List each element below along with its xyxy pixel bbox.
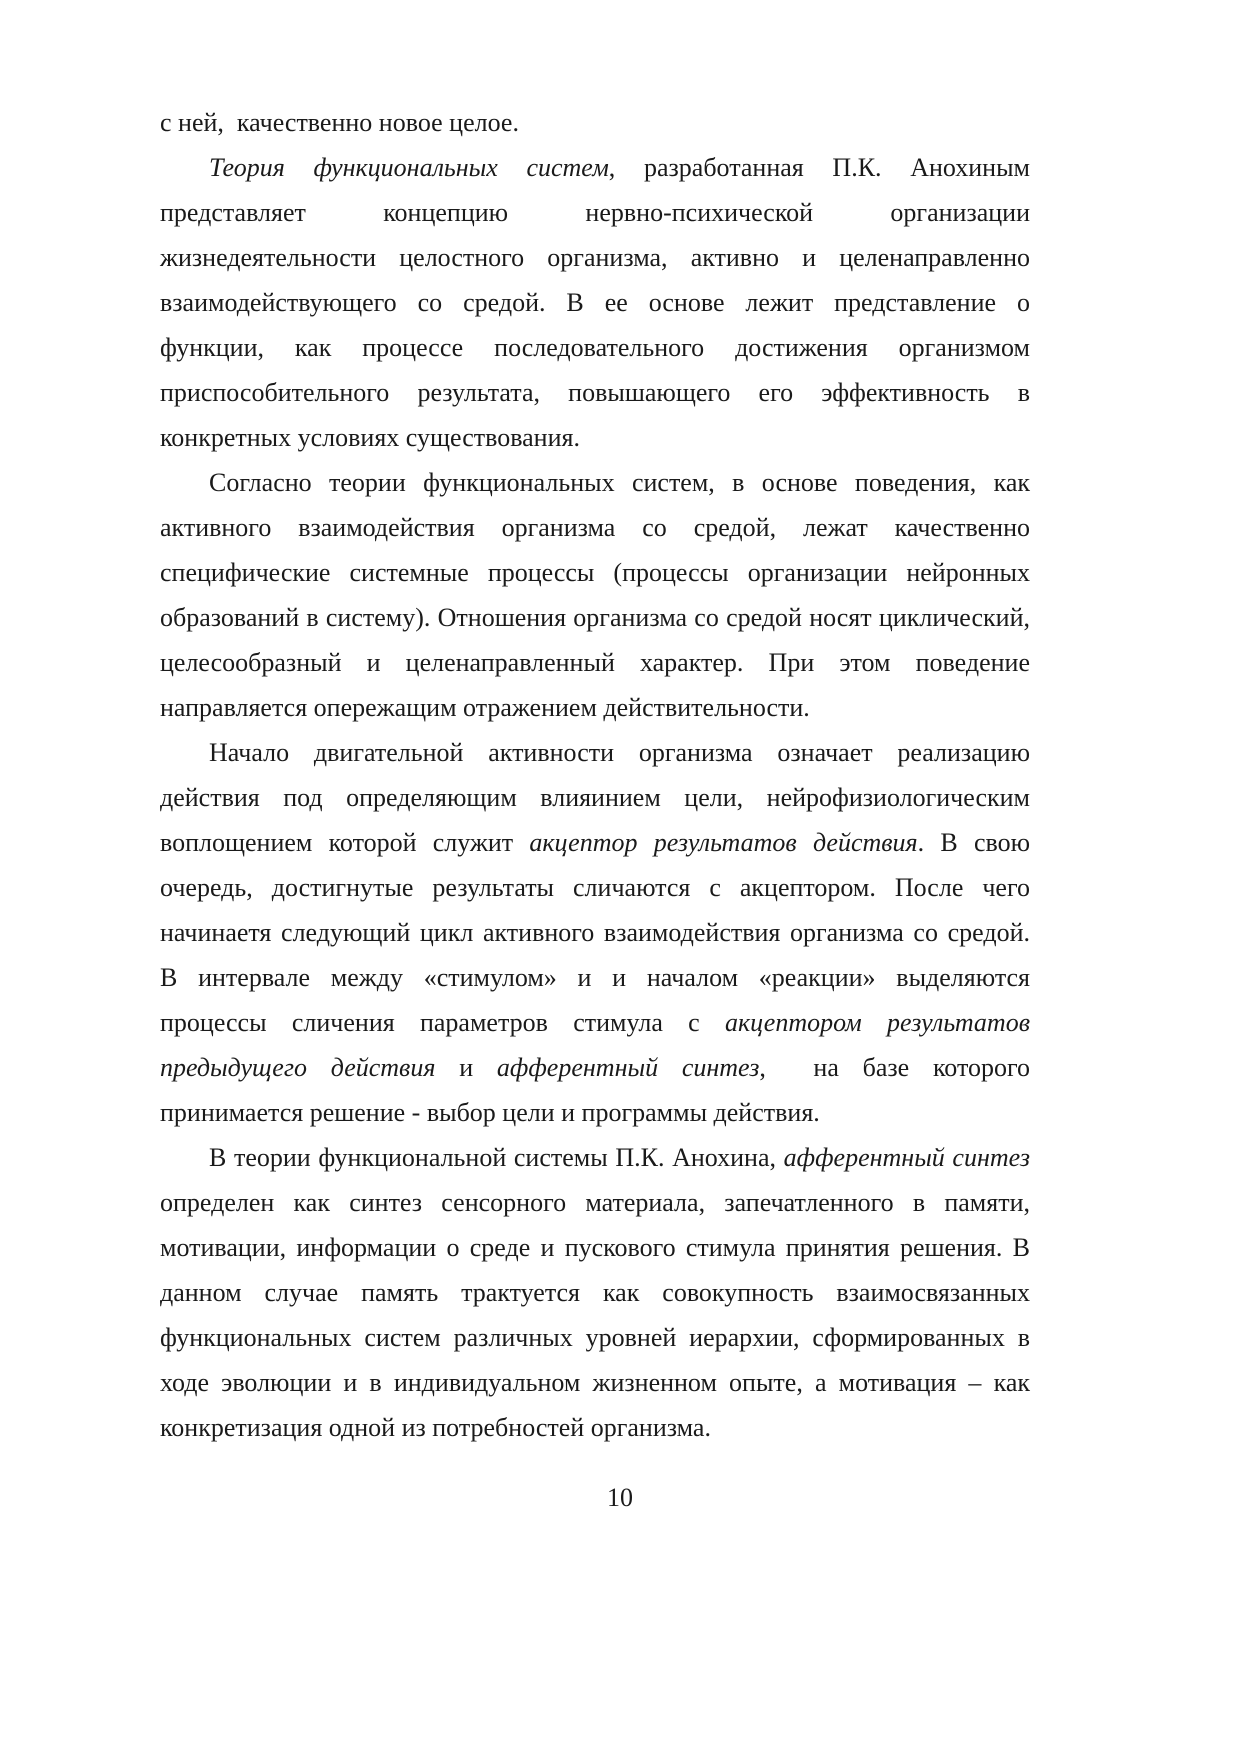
text-line xyxy=(160,1000,1030,1045)
text-line: функции, как процессе последовательного достижения организмом xyxy=(160,333,1030,362)
text-segment: с ней, качественно новое целое. xyxy=(160,108,519,137)
text-segment: , разработанная П.К. Анохиным xyxy=(608,153,1030,182)
text-line: функциональных систем различных уровней иерархии, сформированных в xyxy=(160,1323,1030,1352)
term-previous-action: предыдущего действия xyxy=(160,1053,436,1082)
term-afferent-synthesis: афферентный синтез xyxy=(783,1143,1030,1172)
text-line: представляет концепцию нервно-психической организации xyxy=(160,198,1030,227)
text-segment: . В свою xyxy=(917,828,1031,857)
text-segment: , на базе которого xyxy=(759,1053,1030,1082)
text-line xyxy=(209,145,1030,190)
text-line: принимается решение - выбор цели и программы действия. xyxy=(160,1098,820,1127)
text-segment: воплощением которой служит xyxy=(160,828,530,857)
text-line xyxy=(160,820,1030,865)
term-functional-systems: Теория функциональных систем xyxy=(209,153,609,182)
text-line: взаимодействующего со средой. В ее основе лежит представление о xyxy=(160,288,1030,317)
text-line: специфические системные процессы (процессы организации нейронных xyxy=(160,558,1030,587)
text-line: конкретизация одной из потребностей организма. xyxy=(160,1413,711,1442)
term-acceptor-of-results: акцептор результатов действия xyxy=(529,828,918,857)
text-line: очередь, достигнутые результаты сличаются с акцептором. После чего xyxy=(160,873,1030,902)
text-line: жизнедеятельности целостного организма, активно и целенаправленно xyxy=(160,243,1030,272)
term-afferent-synthesis: афферентный синтез xyxy=(496,1053,760,1082)
text-segment: и xyxy=(435,1053,497,1082)
text-line: Начало двигательной активности организма означает реализацию xyxy=(209,738,1030,767)
text-line: начинаетя следующий цикл активного взаимодействия организма со средой. xyxy=(160,918,1030,947)
text-line: Согласно теории функциональных систем, в основе поведения, как xyxy=(209,468,1030,497)
text-line: целесообразный и целенаправленный характер. При этом поведение xyxy=(160,648,1030,677)
text-line xyxy=(160,1045,1030,1090)
text-line: направляется опережащим отражением действительности. xyxy=(160,693,810,722)
text-line: действия под определяющим влияинием цели, нейрофизиологическим xyxy=(160,783,1030,812)
text-line: определен как синтез сенсорного материала, запечатленного в памяти, xyxy=(160,1188,1030,1217)
text-line: образований в систему). Отношения организма со средой носят циклический, xyxy=(160,603,1030,632)
text-segment: В теории функциональной системы П.К. Анохина, xyxy=(209,1143,784,1172)
page-number: 10 xyxy=(607,1483,633,1512)
text-line xyxy=(209,1135,1030,1180)
text-line xyxy=(160,100,1030,145)
text-line: ходе эволюции и в индивидуальном жизненном опыте, а мотивация – как xyxy=(160,1368,1030,1397)
text-line: данном случае память трактуется как совокупность взаимосвязанных xyxy=(160,1278,1030,1307)
term-acceptor-of-results: акцептором результатов xyxy=(724,1008,1030,1037)
text-line: приспособительного результата, повышающего его эффективность в xyxy=(160,378,1030,407)
text-line: мотивации, информации о среде и пускового стимула принятия решения. В xyxy=(160,1233,1030,1262)
text-line: конкретных условиях существования. xyxy=(160,423,580,452)
text-line: активного взаимодействия организма со средой, лежат качественно xyxy=(160,513,1030,542)
text-line: В интервале между «стимулом» и и началом «реакции» выделяются xyxy=(160,963,1030,992)
text-segment: процессы сличения параметров стимула с xyxy=(160,1008,725,1037)
